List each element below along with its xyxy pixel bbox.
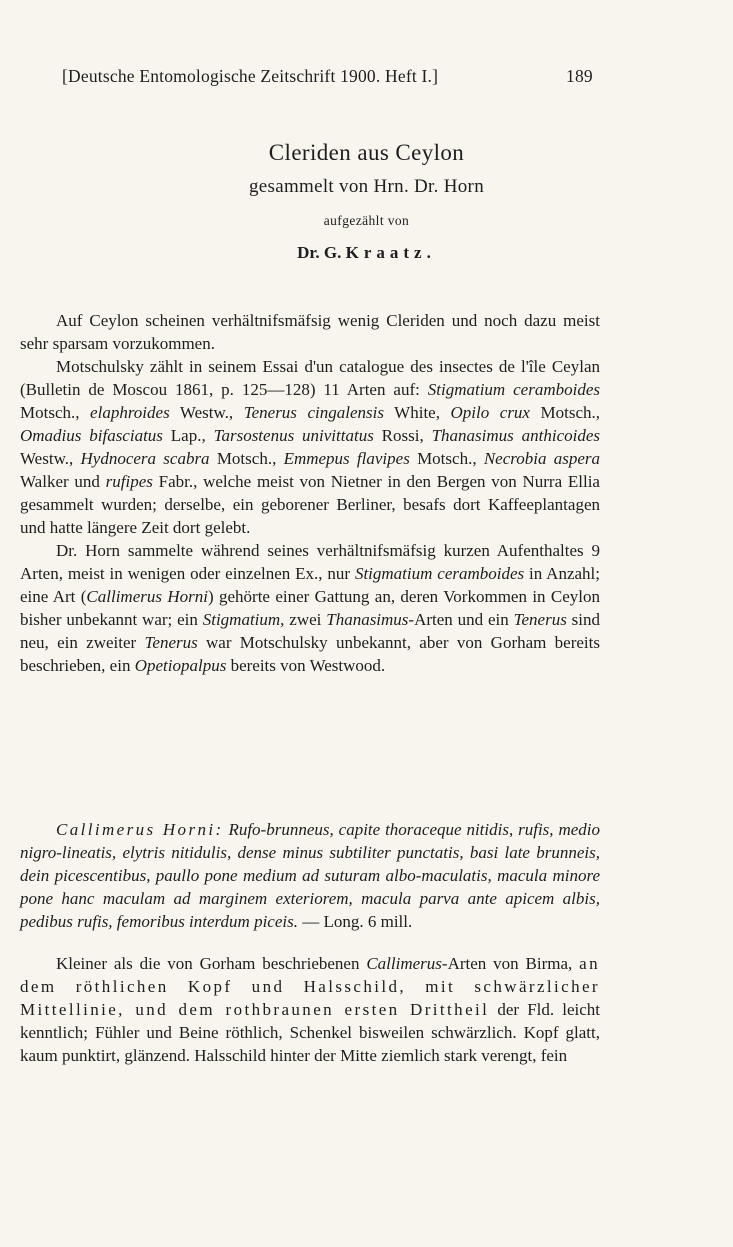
species-name: Stigmatium, (202, 610, 285, 629)
emphasized-diagnosis: an dem röthlichen Kopf und Halsschild, mit schwärzlicher Mittellinie, und dem rothbraunen ersten Drittheil (20, 954, 601, 1019)
species-name: Opilo crux (450, 403, 530, 422)
p2-text-k: Walker und (20, 472, 106, 491)
species-name: elaphroides (90, 403, 170, 422)
species-description (20, 818, 600, 933)
p3-text-b: in Anzahl; eine Art ( (20, 564, 600, 606)
p3-text-a: Dr. Horn sammelte während seines verhältnifsmäfsig kurzen Aufenthaltes 9 Arten, meist in wenigen oder einzelnen Ex., nur (20, 541, 600, 583)
journal-citation: [Deutsche Entomologische Zeitschrift 1900. Heft I.] (62, 66, 439, 86)
p2-text-d: White, (383, 403, 451, 422)
p3-text-g: war Motschulsky unbekannt, aber von Gorham bereits beschrieben, ein (20, 633, 600, 675)
p3-text-e: -Arten und ein (408, 610, 514, 629)
species-name: Tenerus cingalensis (243, 403, 384, 422)
specimen-length: — Long. 6 mill. (297, 912, 413, 931)
p2-text-c: Westw., (169, 403, 244, 422)
species-name: Emmepus flavipes (283, 449, 410, 468)
species-name: Opetiopalpus (134, 656, 227, 675)
species-name: Thanasimus anthicoides (431, 426, 601, 445)
p3-text-h: bereits von Westwood. (226, 656, 386, 675)
species-name: Stigmatium ceramboides (427, 380, 600, 399)
paragraph-2 (20, 355, 600, 539)
running-header (62, 66, 602, 87)
p2-text-b: Motsch., (20, 403, 91, 422)
author-line (0, 243, 733, 263)
author-prefix: Dr. G. (297, 243, 346, 262)
species-name: Stigmatium ceramboides (354, 564, 525, 583)
species-name: Callimerus Horni (86, 587, 208, 606)
described-species-name: Callimerus Horni: (56, 820, 224, 839)
p2-text-g: Rossi, (373, 426, 432, 445)
listed-by-line: aufgezählt von (323, 213, 410, 228)
p3-text-c: ) gehörte einer Gattung an, deren Vorkommen in Ceylon bisher unbekannt war; ein (20, 587, 600, 629)
species-name: Omadius bifasciatus (20, 426, 163, 445)
paragraph-3 (20, 539, 600, 677)
p2-text-l: Fabr., welche meist von Nietner in den Bergen von Nurra Ellia gesammelt wurden; derselbe, ein geborener Berliner, besafs dort Kaffeeplantagen und hatte längere Zeit dort gelebt. (20, 472, 600, 537)
paragraph-4 (20, 952, 600, 1067)
paragraph-1 (20, 309, 600, 355)
p3-text-d: zwei (284, 610, 327, 629)
p2-text-j: Motsch., (409, 449, 484, 468)
p3-text-f: sind neu, ein zweiter (20, 610, 601, 652)
paragraph-1-text: Auf Ceylon scheinen verhältnifsmäfsig wenig Cleriden und noch dazu meist sehr sparsam vorzukommen. (20, 311, 600, 353)
article-title: Cleriden aus Ceylon (268, 140, 465, 165)
p2-text-i: Motsch., (209, 449, 284, 468)
p4-text-a: Kleiner als die von Gorham beschriebenen (56, 954, 367, 973)
species-name: Tenerus (144, 633, 198, 652)
p4-text-b: -Arten von Birma, (441, 954, 580, 973)
species-name: Thanasimus (326, 610, 409, 629)
p2-text-f: Lap., (162, 426, 214, 445)
species-name: Tarsostenus univittatus (213, 426, 374, 445)
p2-text-h: Westw., (20, 449, 81, 468)
p4-text-c: der Fld. leicht kenntlich; Fühler und Beine röthlich, Schenkel bisweilen schwärzlich. Kopf glatt, kaum punktirt, glänzend. Halsschild hinter der Mitte ziemlich stark verengt, fein (20, 1000, 600, 1065)
latin-diagnosis: Rufo-brunneus, capite thoraceque nitidis, rufis, medio nigro-lineatis, elytris nitidulis, dense minus subtiliter punctatis, basi late brunneis, dein picescentibus, paullo pone medium ad suturam albo-maculatis, macula minore pone hanc maculam ad marginem exteriorem, macula parva ante apicem albis, pedibus rufis, femoribus interdum piceis. (20, 820, 600, 931)
species-name: rufipes (105, 472, 153, 491)
p2-text-a: Motschulsky zählt in seinem Essai d'un catalogue des insectes de l'île Ceylan (Bulletin de Moscou 1861, p. 125—128) 11 Arten auf: (20, 357, 600, 399)
comparison-section (20, 952, 600, 1067)
page-number: 189 (566, 66, 593, 86)
p2-text-e: Motsch., (529, 403, 601, 422)
genus-name: Callimerus (366, 954, 442, 973)
intro-section (20, 309, 600, 677)
species-name: Tenerus (513, 610, 567, 629)
species-name: Necrobia aspera (483, 449, 600, 468)
author-name: Kraatz. (345, 243, 436, 262)
species-name: Hydnocera scabra (80, 449, 210, 468)
article-subtitle: gesammelt von Hrn. Dr. Horn (248, 176, 484, 197)
latin-description (20, 818, 600, 933)
